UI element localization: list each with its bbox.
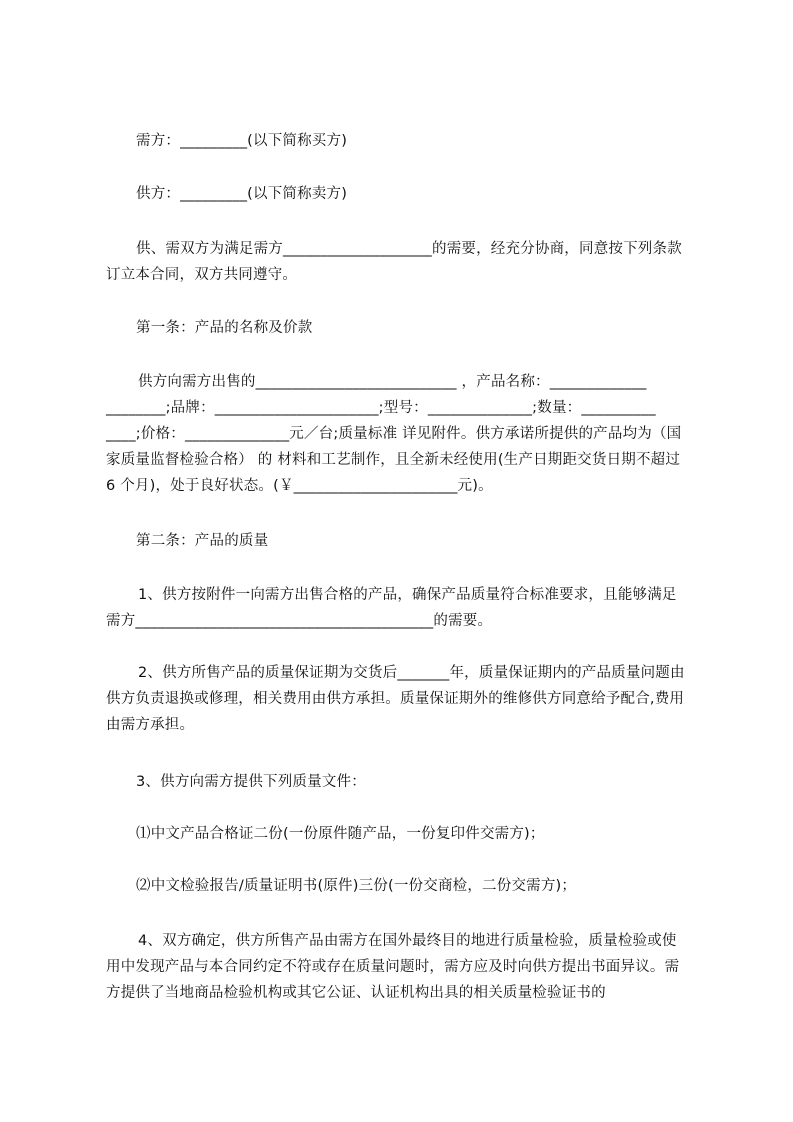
article1-title: 第一条：产品的名称及价款 (136, 320, 313, 336)
article2-item3-2: ⑵中文检验报告/质量证明书(原件)三份(一份交商检，二份交需方)； (136, 878, 577, 894)
buyer-line: 需方：_________(以下简称买方) (136, 133, 348, 149)
seller-line: 供方：_________(以下简称卖方) (136, 186, 348, 202)
article2-item4: 4、双方确定，供方所售产品由需方在国外最终目的地进行质量检验，质量检验或使用中发现产品与本合同约定不符或存在质量问题时，需方应及时向供方提出书面异议。需方提供了当地商品检验机构或其它公证、认证机构出具的相关质量检验证书的 (106, 933, 680, 1001)
article2-item3-1: ⑴中文产品合格证二份(一份原件随产品，一份复印件交需方)； (136, 826, 545, 842)
article1-body: 供方向需方出售的___________________________ ，产品名称：_____________ ________;品牌：______________________;型号：______________;数量：__________ ____;价格：______________元／台;质量标准 详见附件。供方承诺所提供的产品均为（国家质量监督检验合格） 的 材料和工艺制作，且全新未经使用(生产日期距交货日期不超过 6 个月)，处于良好状态。(￥______________________元)。 (106, 374, 682, 494)
intro-paragraph: 供、需双方为满足需方____________________的需要，经充分协商，同意按下列条款订立本合同，双方共同遵守。 (106, 241, 682, 283)
article2-title: 第二条：产品的质量 (136, 533, 269, 549)
article2-item1: 1、供方按附件一向需方出售合格的产品，确保产品质量符合标准要求，且能够满足需方________________________________________的需要。 (106, 587, 677, 629)
article2-item2: 2、供方所售产品的质量保证期为交货后_______年，质量保证期内的产品质量问题由供方负责退换或修理，相关费用由供方承担。质量保证期外的维修供方同意给予配合,费用由需方承担。 (106, 665, 685, 733)
article2-item3: 3、供方向需方提供下列质量文件： (136, 774, 366, 790)
